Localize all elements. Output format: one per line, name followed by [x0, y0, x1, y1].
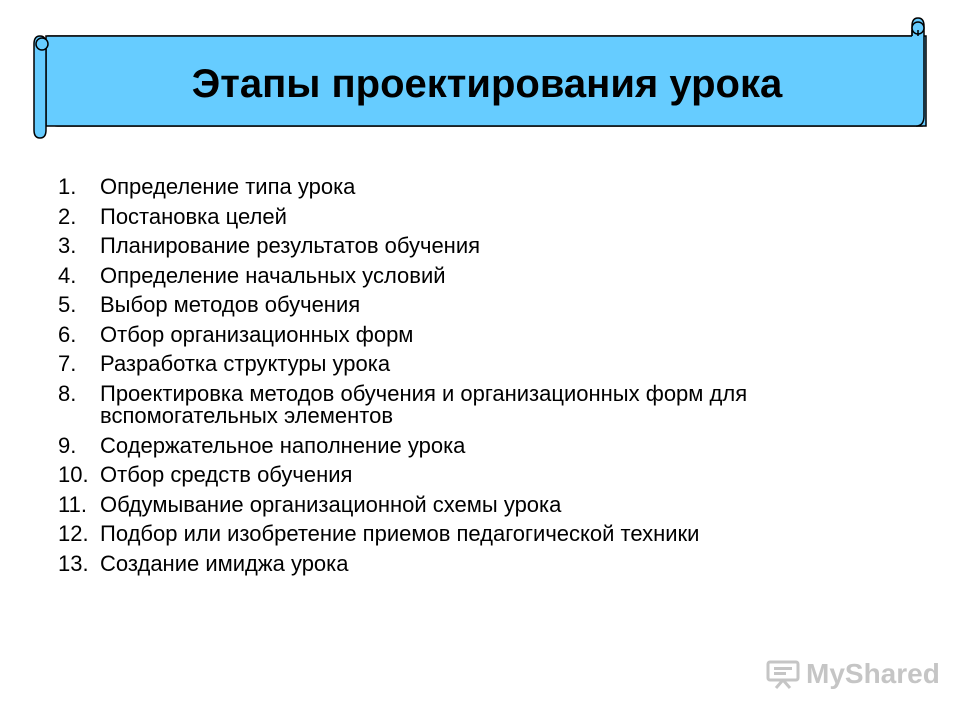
step-item: [58, 349, 918, 379]
step-item: [58, 231, 918, 261]
step-number: 9.: [58, 432, 77, 458]
step-text: Обдумывание организационной схемы урока: [100, 491, 562, 517]
step-number: 3.: [58, 233, 77, 258]
step-number: 8.: [58, 380, 77, 406]
scroll-left-knob: [36, 38, 48, 50]
step-number: 13.: [58, 550, 89, 576]
step-item: [58, 290, 918, 320]
step-text: Постановка целей: [100, 203, 287, 229]
step-number: 1.: [58, 174, 77, 199]
step-number: 10.: [58, 462, 89, 487]
step-item: [58, 490, 918, 520]
scroll-left-curl: [34, 36, 46, 138]
step-text: Выбор методов обучения: [100, 292, 361, 317]
step-text: Определение начальных условий: [100, 262, 446, 288]
step-text: Создание имиджа урока: [100, 550, 349, 576]
step-item: [58, 519, 918, 549]
step-item: [58, 431, 918, 461]
step-text: Содержательное наполнение урока: [100, 432, 466, 458]
step-item: [58, 261, 918, 291]
watermark: [766, 656, 940, 692]
watermark-text: MyShared: [806, 658, 940, 689]
step-number: 5.: [58, 292, 77, 317]
step-number: 4.: [58, 262, 77, 288]
presentation-icon: [766, 658, 800, 690]
step-item: [58, 549, 918, 579]
step-item: [58, 320, 918, 350]
step-item: [58, 460, 918, 490]
step-number: 12.: [58, 521, 89, 546]
step-text: Отбор организационных форм: [100, 321, 414, 347]
step-item: [58, 172, 918, 202]
step-number: 6.: [58, 321, 77, 347]
step-item: [58, 379, 918, 431]
slide-title: Этапы проектирования урока: [191, 61, 783, 106]
step-number: 7.: [58, 351, 77, 376]
step-number: 2.: [58, 203, 77, 229]
step-text: Определение типа урока: [100, 174, 356, 199]
step-text: Планирование результатов обучения: [100, 233, 481, 258]
step-item: [58, 202, 918, 232]
step-text: Разработка структуры урока: [100, 351, 391, 376]
step-text: Отбор средств обучения: [100, 462, 353, 487]
step-text: Проектировка методов обучения и организационных форм для вспомогательных элементов: [100, 380, 748, 428]
steps-list: [58, 172, 918, 578]
step-text: Подбор или изобретение приемов педагогической техники: [100, 521, 700, 546]
step-number: 11.: [58, 491, 87, 517]
